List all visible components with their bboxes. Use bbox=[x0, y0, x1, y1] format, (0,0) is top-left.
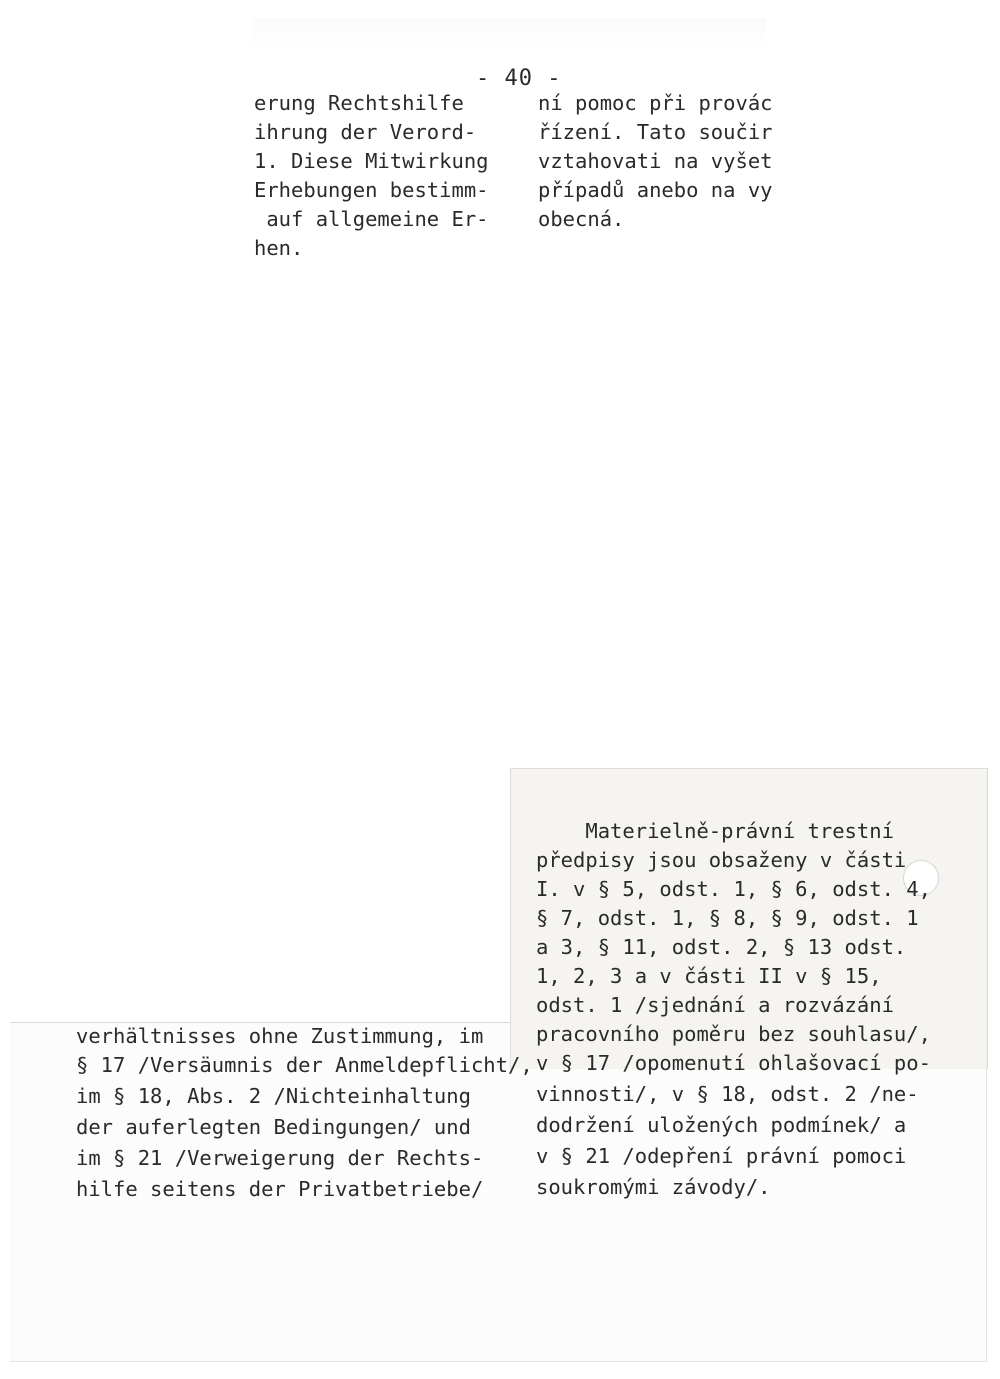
bottom-de-line-5: im § 21 /Verweigerung der Rechts- bbox=[76, 1146, 484, 1170]
right-cs-line-9: v § 17 /opomenutí ohlašovací po- bbox=[536, 1051, 931, 1075]
right-cs-line-11: dodržení uložených podmínek/ a bbox=[536, 1113, 907, 1137]
right-cs-line-8: pracovního poměru bez souhlasu/, bbox=[536, 1022, 931, 1046]
right-cs-line-4: § 7, odst. 1, § 8, § 9, odst. 1 bbox=[536, 906, 919, 930]
top-cs-line-3: vztahovati na vyšet bbox=[538, 149, 773, 173]
top-cs-line-5: obecná. bbox=[538, 207, 625, 231]
bottom-de-line-4: der auferlegten Bedingungen/ und bbox=[76, 1115, 471, 1139]
top-cs-line-1: ní pomoc při provác bbox=[538, 91, 773, 115]
top-de-line-1: erung Rechtshilfe bbox=[254, 91, 464, 115]
right-cs-line-7: odst. 1 /sjednání a rozvázání bbox=[536, 993, 894, 1017]
top-de-line-5: auf allgemeine Er- bbox=[254, 207, 489, 231]
page-number: - 40 - bbox=[476, 66, 562, 91]
faded-ghost-text bbox=[252, 18, 766, 48]
right-cs-line-13: soukromými závody/. bbox=[536, 1175, 771, 1199]
top-de-line-4: Erhebungen bestimm- bbox=[254, 178, 489, 202]
bottom-de-line-2: § 17 /Versäumnis der Anmeldepflicht/, bbox=[76, 1053, 533, 1077]
bottom-de-line-6: hilfe seitens der Privatbetriebe/ bbox=[76, 1177, 484, 1201]
right-cs-line-12: v § 21 /odepření právní pomoci bbox=[536, 1144, 907, 1168]
top-de-line-2: ihrung der Verord- bbox=[254, 120, 477, 144]
top-cs-line-4: případů anebo na vy bbox=[538, 178, 773, 202]
bottom-de-line-3: im § 18, Abs. 2 /Nichteinhaltung bbox=[76, 1084, 471, 1108]
right-cs-line-10: vinnosti/, v § 18, odst. 2 /ne- bbox=[536, 1082, 919, 1106]
top-cs-line-2: řízení. Tato součir bbox=[538, 120, 773, 144]
top-de-line-6: hen. bbox=[254, 236, 304, 260]
right-cs-line-2: předpisy jsou obsaženy v části bbox=[536, 848, 907, 872]
right-cs-line-5: a 3, § 11, odst. 2, § 13 odst. bbox=[536, 935, 907, 959]
right-cs-line-6: 1, 2, 3 a v části II v § 15, bbox=[536, 964, 882, 988]
bottom-de-line-1: verhältnisses ohne Zustimmung, im bbox=[76, 1024, 484, 1048]
top-de-line-3: 1. Diese Mitwirkung bbox=[254, 149, 489, 173]
right-cs-line-3: I. v § 5, odst. 1, § 6, odst. 4, bbox=[536, 877, 931, 901]
right-cs-line-1: Materielně-právní trestní bbox=[536, 819, 894, 843]
